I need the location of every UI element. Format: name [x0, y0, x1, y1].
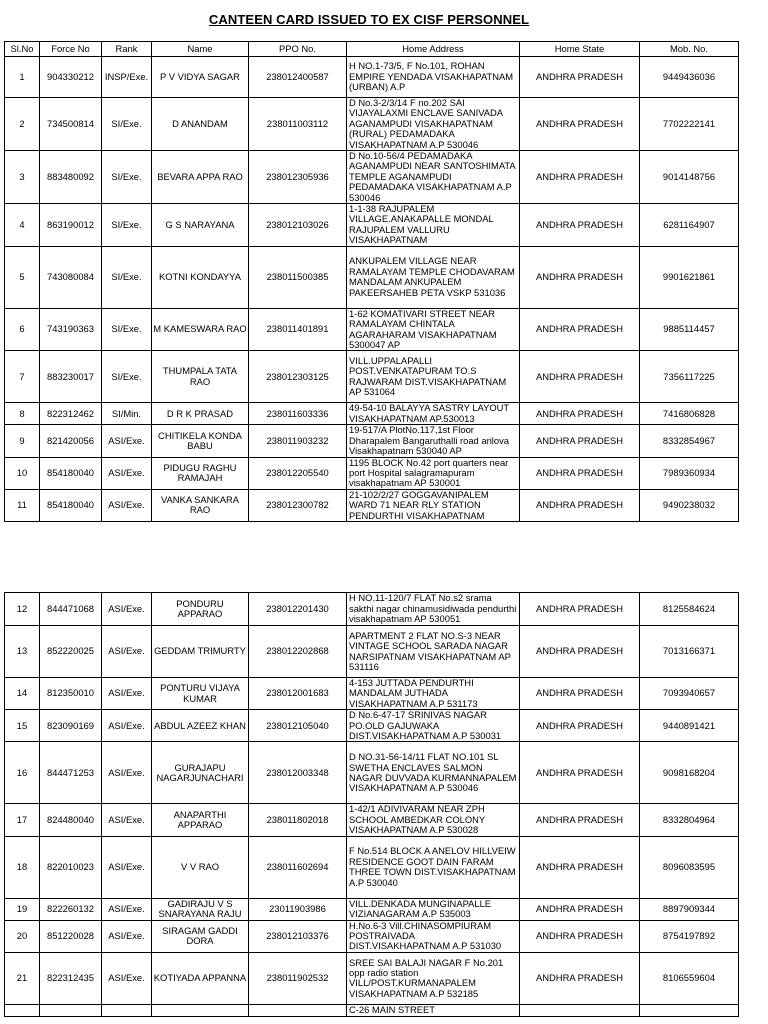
row-slno: 14 — [5, 678, 40, 710]
row-force-no: 823090169 — [40, 710, 102, 742]
row-ppo-no: 238011802018 — [249, 804, 347, 836]
row-ppo-no: 238012205540 — [249, 457, 347, 489]
row-force-no: 851220028 — [40, 920, 102, 952]
row-rank: ASI/Exe. — [102, 678, 152, 710]
table-row — [5, 952, 739, 1004]
row-slno: 7 — [5, 351, 40, 403]
row-ppo-no: 238011602694 — [249, 836, 347, 898]
row-force-no: 743080084 — [40, 246, 102, 308]
row-home-state: ANDHRA PRADESH — [520, 952, 640, 1004]
row-home-state: ANDHRA PRADESH — [520, 308, 640, 351]
row-name: PONDURU APPARAO — [152, 593, 249, 626]
row-home-state: ANDHRA PRADESH — [520, 920, 640, 952]
row-ppo-no: 23011903986 — [249, 898, 347, 920]
row-home-state: ANDHRA PRADESH — [520, 593, 640, 626]
row-name: GADIRAJU V S SNARAYANA RAJU — [152, 898, 249, 920]
row-home-state: ANDHRA PRADESH — [520, 457, 640, 489]
row-rank: SI/Exe. — [102, 98, 152, 151]
row-mob-no: 9449436036 — [640, 57, 739, 98]
row-home-address: H.No.6-3 Vill.CHINASOMPIURAM POSTRAIVADA DIST.VISAKHAPATNAM A.P 531030 — [347, 920, 520, 952]
row-home-address: D NO.31-56-14/11 FLAT NO.101 SL SWETHA ENCLAVES SALMON NAGAR DUVVADA KURMANNAPALEM VISAKHAPATNAM A.P 530046 — [347, 742, 520, 804]
row-mob-no: 8897909344 — [640, 898, 739, 920]
row-name: VANKA SANKARA RAO — [152, 489, 249, 521]
row-home-address: SREE SAI BALAJI NAGAR F No.201 opp radio station VILL/POST.KURMANAPALEM VISAKHAPATNAM A.P 532185 — [347, 952, 520, 1004]
row-home-address: 19-517/A PlotNo.117,1st Floor Dharapalem Bangaruthalli road arilova Visakhapatnam 530040 AP — [347, 425, 520, 457]
row-home-address: H NO.1-73/5, F No.101, ROHAN EMPIRE YENDADA VISAKHAPATNAM (URBAN) A.P — [347, 57, 520, 98]
row-home-address: D No.3-2/3/14 F no.202 SAI VIJAYALAXMI ENCLAVE SANIVADA AGANAMPUDI VISAKHAPATNAM (RURAL) PEDAMADAKA VISAKHAPATNAM A.P 530046 — [347, 98, 520, 151]
row-force-no: 822260132 — [40, 898, 102, 920]
row-slno: 5 — [5, 246, 40, 308]
row-mob-no: 7702222141 — [640, 98, 739, 151]
row-rank: ASI/Exe. — [102, 920, 152, 952]
row-ppo-no: 238012305936 — [249, 151, 347, 204]
row-home-state: ANDHRA PRADESH — [520, 742, 640, 804]
row-rank: ASI/Exe. — [102, 489, 152, 521]
row-home-state: ANDHRA PRADESH — [520, 836, 640, 898]
row-mob-no: 7013166371 — [640, 626, 739, 678]
row-force-no: 904330212 — [40, 57, 102, 98]
row-home-state: ANDHRA PRADESH — [520, 57, 640, 98]
row-mob-no: 7989360934 — [640, 457, 739, 489]
row-home-state: ANDHRA PRADESH — [520, 351, 640, 403]
row-home-address: 49-54-10 BALAYYA SASTRY LAYOUT VISAKHAPATNAM AP.530013 — [347, 403, 520, 425]
row-rank: SI/Exe. — [102, 351, 152, 403]
row-rank: SI/Exe. — [102, 308, 152, 351]
row-slno: 20 — [5, 920, 40, 952]
row-ppo-no: 238011903232 — [249, 425, 347, 457]
row-name: SIRAGAM GADDI DORA — [152, 920, 249, 952]
row-mob-no: 9014148756 — [640, 151, 739, 204]
row-name: P V VIDYA SAGAR — [152, 57, 249, 98]
table-row — [5, 151, 739, 204]
col-header-rank: Rank — [102, 42, 152, 57]
col-header-home-address: Home Address — [347, 42, 520, 57]
row-force-no: 852220025 — [40, 626, 102, 678]
row-mob-no: 8332854967 — [640, 425, 739, 457]
personnel-table-part-1 — [4, 41, 739, 522]
col-header-home-state: Home State — [520, 42, 640, 57]
table-row — [5, 804, 739, 836]
row-force-no: 734500814 — [40, 98, 102, 151]
row-slno: 2 — [5, 98, 40, 151]
row-rank: ASI/Exe. — [102, 952, 152, 1004]
row-slno: 19 — [5, 898, 40, 920]
row-slno: 12 — [5, 593, 40, 626]
row-ppo-no: 238012201430 — [249, 593, 347, 626]
page-title: CANTEEN CARD ISSUED TO EX CISF PERSONNEL — [208, 12, 530, 27]
row-mob-no: 9098168204 — [640, 742, 739, 804]
row-home-address: 1-1-38 RAJUPALEM VILLAGE.ANAKAPALLE MONDAL RAJUPALEM VALLURU VISAKHAPATNAM — [347, 204, 520, 247]
row-slno: 10 — [5, 457, 40, 489]
table-header-row — [5, 42, 739, 57]
table-row — [5, 1004, 739, 1016]
col-header-mob-no: Mob. No. — [640, 42, 739, 57]
row-mob-no: 8332804964 — [640, 804, 739, 836]
row-mob-no: 8096083595 — [640, 836, 739, 898]
row-mob-no: 8125584624 — [640, 593, 739, 626]
row-home-address: 21-102/2/27 GOGGAVANIPALEM WARD 71 NEAR RLY STATION PENDURTHI VISAKHAPATNAM — [347, 489, 520, 521]
row-rank: SI/Exe. — [102, 151, 152, 204]
row-name: KOTIYADA APPANNA — [152, 952, 249, 1004]
row-ppo-no: 238012003348 — [249, 742, 347, 804]
row-name: D R K PRASAD — [152, 403, 249, 425]
table-row — [5, 920, 739, 952]
row-ppo-no: 238011401891 — [249, 308, 347, 351]
col-header-slno: Sl.No — [5, 42, 40, 57]
row-home-state: ANDHRA PRADESH — [520, 489, 640, 521]
row-ppo-no: 238012103026 — [249, 204, 347, 247]
row-rank: ASI/Exe. — [102, 742, 152, 804]
row-rank — [102, 1004, 152, 1016]
row-ppo-no: 238012202868 — [249, 626, 347, 678]
table-row — [5, 593, 739, 626]
page-break — [0, 566, 768, 580]
row-slno: 1 — [5, 57, 40, 98]
row-name: M KAMESWARA RAO — [152, 308, 249, 351]
row-slno — [5, 1004, 40, 1016]
table-row — [5, 246, 739, 308]
row-home-state: ANDHRA PRADESH — [520, 403, 640, 425]
col-header-name: Name — [152, 42, 249, 57]
row-force-no: 822010023 — [40, 836, 102, 898]
row-home-address: D No.6-47-17 SRINIVAS NAGAR PO.OLD GAJUWAKA DIST.VISAKHAPATNAM A.P 530031 — [347, 710, 520, 742]
row-name — [152, 1004, 249, 1016]
table-row — [5, 710, 739, 742]
row-mob-no: 6281164907 — [640, 204, 739, 247]
row-ppo-no: 238012300782 — [249, 489, 347, 521]
row-home-state: ANDHRA PRADESH — [520, 804, 640, 836]
row-force-no: 854180040 — [40, 457, 102, 489]
row-force-no: 883480092 — [40, 151, 102, 204]
table-row — [5, 204, 739, 247]
row-home-address: H NO.11-120/7 FLAT No.s2 srama sakthi nagar chinamusidiwada pendurthi visakhapatnam AP 530051 — [347, 593, 520, 626]
row-mob-no: 9490238032 — [640, 489, 739, 521]
row-ppo-no — [249, 1004, 347, 1016]
row-name: ABDUL AZEEZ KHAN — [152, 710, 249, 742]
row-mob-no: 9440891421 — [640, 710, 739, 742]
row-rank: ASI/Exe. — [102, 425, 152, 457]
row-rank: SI/Exe. — [102, 246, 152, 308]
row-rank: ASI/Exe. — [102, 626, 152, 678]
row-ppo-no: 238012103376 — [249, 920, 347, 952]
table-row — [5, 898, 739, 920]
row-slno: 9 — [5, 425, 40, 457]
row-force-no: 812350010 — [40, 678, 102, 710]
row-home-address: VILL.DENKADA MUNGINAPALLE VIZIANAGARAM A.P 535003 — [347, 898, 520, 920]
row-rank: ASI/Exe. — [102, 710, 152, 742]
row-home-address: 1195 BLOCK No.42 port quarters near port Hospital salagramapuram visakhapatnam AP 530001 — [347, 457, 520, 489]
row-force-no: 821420056 — [40, 425, 102, 457]
row-slno: 3 — [5, 151, 40, 204]
row-ppo-no: 238011500385 — [249, 246, 347, 308]
row-rank: ASI/Exe. — [102, 593, 152, 626]
row-home-address: F No.514 BLOCK A ANELOV HILLVEIW RESIDENCE GOOT DAIN FARAM THREE TOWN DIST.VISAKHAPATNAM A.P 530040 — [347, 836, 520, 898]
row-name: GEDDAM TRIMURTY — [152, 626, 249, 678]
col-header-force-no: Force No — [40, 42, 102, 57]
row-home-state: ANDHRA PRADESH — [520, 204, 640, 247]
row-slno: 15 — [5, 710, 40, 742]
table-row — [5, 351, 739, 403]
row-home-address: VILL.UPPALAPALLI POST.VENKATAPURAM TO.S RAJWARAM DIST.VISAKHAPATNAM AP 531064 — [347, 351, 520, 403]
table-row — [5, 489, 739, 521]
row-slno: 17 — [5, 804, 40, 836]
row-ppo-no: 238011003112 — [249, 98, 347, 151]
row-rank: SI/Min. — [102, 403, 152, 425]
row-ppo-no: 238012400587 — [249, 57, 347, 98]
row-name: GURAJAPU NAGARJUNACHARI — [152, 742, 249, 804]
row-mob-no: 9901621861 — [640, 246, 739, 308]
row-force-no: 822312462 — [40, 403, 102, 425]
row-home-address: APARTMENT 2 FLAT NO.S-3 NEAR VINTAGE SCHOOL SARADA NAGAR NARSIPATNAM VISAKHAPATNAM AP 531116 — [347, 626, 520, 678]
row-slno: 21 — [5, 952, 40, 1004]
row-name: PONTURU VIJAYA KUMAR — [152, 678, 249, 710]
row-ppo-no: 238012303125 — [249, 351, 347, 403]
row-force-no: 824480040 — [40, 804, 102, 836]
row-rank: ASI/Exe. — [102, 804, 152, 836]
row-mob-no: 8106559604 — [640, 952, 739, 1004]
row-mob-no: 7356117225 — [640, 351, 739, 403]
row-rank: ASI/Exe. — [102, 457, 152, 489]
row-slno: 8 — [5, 403, 40, 425]
row-force-no — [40, 1004, 102, 1016]
row-home-state: ANDHRA PRADESH — [520, 151, 640, 204]
table-row — [5, 742, 739, 804]
row-slno: 4 — [5, 204, 40, 247]
row-force-no: 883230017 — [40, 351, 102, 403]
row-slno: 11 — [5, 489, 40, 521]
row-rank: SI/Exe. — [102, 204, 152, 247]
table-row — [5, 403, 739, 425]
row-home-address: C-26 MAIN STREET — [347, 1004, 520, 1016]
row-home-state: ANDHRA PRADESH — [520, 710, 640, 742]
row-home-state: ANDHRA PRADESH — [520, 246, 640, 308]
row-slno: 6 — [5, 308, 40, 351]
table-row — [5, 626, 739, 678]
row-force-no: 854180040 — [40, 489, 102, 521]
table-row — [5, 425, 739, 457]
row-home-state: ANDHRA PRADESH — [520, 98, 640, 151]
row-mob-no — [640, 1004, 739, 1016]
row-rank: INSP/Exe. — [102, 57, 152, 98]
row-home-address: 1-42/1 ADIVIVARAM NEAR ZPH SCHOOL AMBEDKAR COLONY VISAKHAPATNAM A.P 530028 — [347, 804, 520, 836]
row-home-state: ANDHRA PRADESH — [520, 425, 640, 457]
row-mob-no: 9885114457 — [640, 308, 739, 351]
row-name: KOTNI KONDAYYA — [152, 246, 249, 308]
row-force-no: 863190012 — [40, 204, 102, 247]
row-name: BEVARA APPA RAO — [152, 151, 249, 204]
row-rank: ASI/Exe. — [102, 898, 152, 920]
table-row — [5, 678, 739, 710]
row-name: PIDUGU RAGHU RAMAJAH — [152, 457, 249, 489]
row-mob-no: 7093940657 — [640, 678, 739, 710]
row-name: G S NARAYANA — [152, 204, 249, 247]
row-force-no: 822312435 — [40, 952, 102, 1004]
row-ppo-no: 238011603336 — [249, 403, 347, 425]
row-force-no: 844471253 — [40, 742, 102, 804]
table-row — [5, 457, 739, 489]
row-home-address: 1-62 KOMATIVARI STREET NEAR RAMALAYAM CHINTALA AGARAHARAM VISAKHAPATNAM 5300047 AP — [347, 308, 520, 351]
row-name: ANAPARTHI APPARAO — [152, 804, 249, 836]
row-mob-no: 7416806828 — [640, 403, 739, 425]
row-name: CHITIKELA KONDA BABU — [152, 425, 249, 457]
table-row — [5, 308, 739, 351]
row-home-state: ANDHRA PRADESH — [520, 626, 640, 678]
row-home-address: 4-153 JUTTADA PENDURTHI MANDALAM JUTHADA VISAKHAPATNAM A.P 531173 — [347, 678, 520, 710]
row-ppo-no: 238012001683 — [249, 678, 347, 710]
row-ppo-no: 238012105040 — [249, 710, 347, 742]
row-ppo-no: 238011902532 — [249, 952, 347, 1004]
row-rank: ASI/Exe. — [102, 836, 152, 898]
row-name: V V RAO — [152, 836, 249, 898]
row-name: D ANANDAM — [152, 98, 249, 151]
row-force-no: 743190363 — [40, 308, 102, 351]
personnel-table-part-2 — [4, 592, 739, 1017]
row-home-state: ANDHRA PRADESH — [520, 678, 640, 710]
row-home-state: ANDHRA PRADESH — [520, 898, 640, 920]
row-force-no: 844471068 — [40, 593, 102, 626]
row-home-address: D No.10-56/4 PEDAMADAKA AGANAMPUDI NEAR SANTOSHIMATA TEMPLE AGANAMPUDI PEDAMADAKA VISAKHAPATNAM A.P 530046 — [347, 151, 520, 204]
table-row — [5, 98, 739, 151]
row-slno: 18 — [5, 836, 40, 898]
row-home-state — [520, 1004, 640, 1016]
table-row — [5, 836, 739, 898]
col-header-ppo-no: PPO No. — [249, 42, 347, 57]
row-home-address: ANKUPALEM VILLAGE NEAR RAMALAYAM TEMPLE CHODAVARAM MANDALAM ANKUPALEM PAKEERSAHEB PETA VSKP 531036 — [347, 246, 520, 308]
row-mob-no: 8754197892 — [640, 920, 739, 952]
row-name: THUMPALA TATA RAO — [152, 351, 249, 403]
row-slno: 16 — [5, 742, 40, 804]
row-slno: 13 — [5, 626, 40, 678]
table-row — [5, 57, 739, 98]
